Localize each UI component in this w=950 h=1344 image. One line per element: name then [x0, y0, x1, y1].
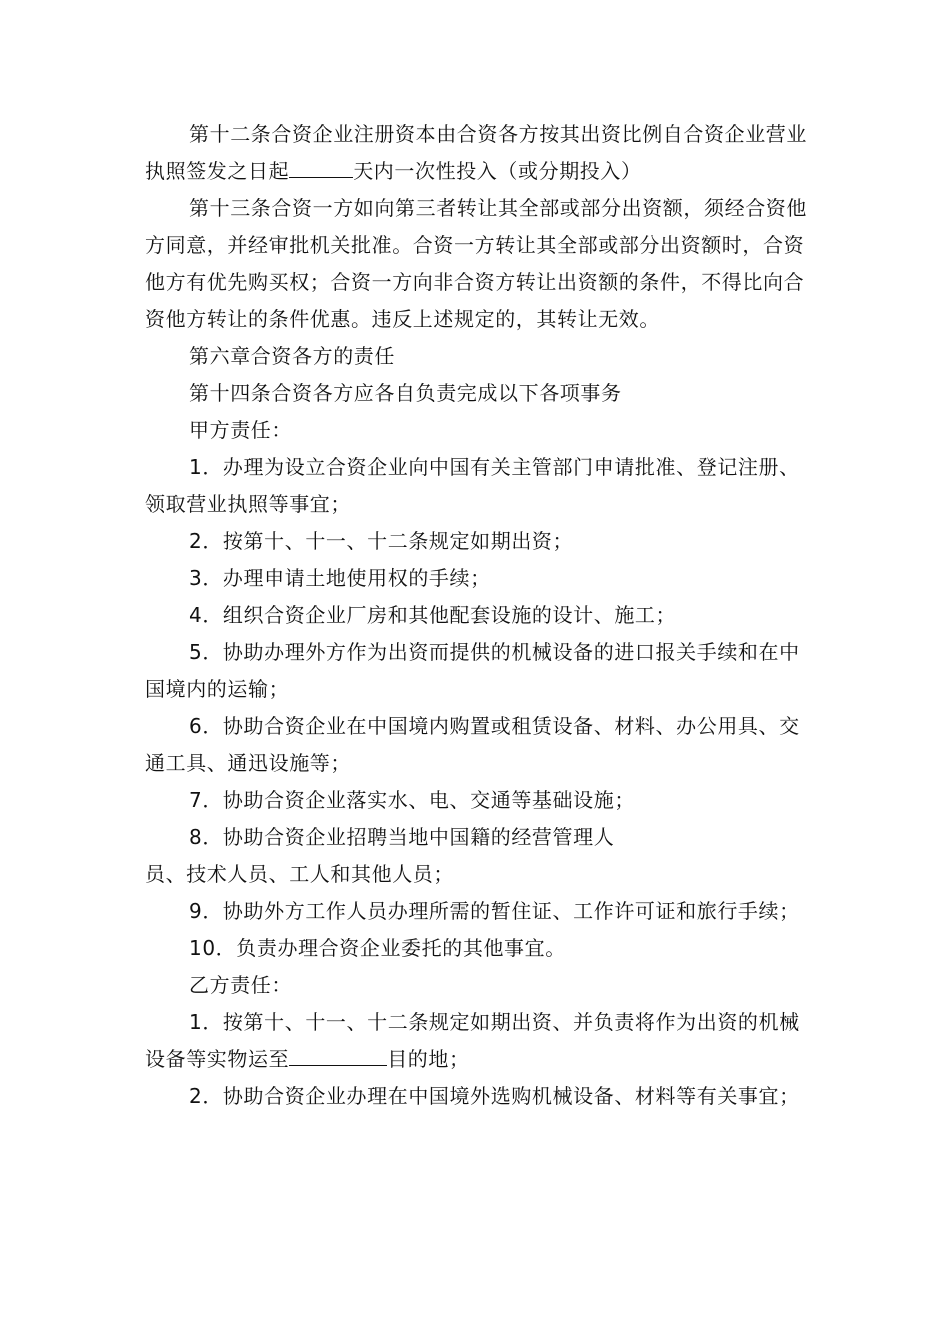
party-b-heading: 乙方责任： — [189, 973, 292, 997]
party-b-item-2: 2．协助合资企业办理在中国境外选购机械设备、材料等有关事宜； — [189, 1084, 800, 1108]
fill-in-blank-days — [289, 155, 353, 178]
article-12: 第十二条合资企业注册资本由合资各方按其出资比例自合资企业营业执照签发之日起 天内一次性投入（或分期投入） — [145, 122, 807, 183]
article-14: 第十四条合资各方应各自负责完成以下各项事务 — [189, 381, 622, 405]
article-13: 第十三条合资一方如向第三者转让其全部或部分出资额，须经合资他方同意，并经审批机关批准。合资一方转让其全部或部分出资额时，合资他方有优先购买权；合资一方向非合资方转让出资额的条件，不得比向合资他方转让的条件优惠。违反上述规定的，其转让无效。 — [145, 196, 807, 331]
party-a-item-9: 9．协助外方工作人员办理所需的暂住证、工作许可证和旅行手续； — [189, 899, 800, 923]
party-a-heading: 甲方责任： — [189, 418, 292, 442]
fill-in-blank-destination — [289, 1043, 387, 1066]
party-a-item-4: 4．组织合资企业厂房和其他配套设施的设计、施工； — [189, 603, 677, 627]
party-a-item-2: 2．按第十、十一、十二条规定如期出资； — [189, 529, 574, 553]
party-a-item-6: 6．协助合资企业在中国境内购置或租赁设备、材料、办公用具、交通工具、通迅设施等； — [145, 714, 800, 775]
chapter-6-heading: 第六章合资各方的责任 — [189, 344, 395, 368]
party-a-item-8: 8．协助合资企业招聘当地中国籍的经营管理人 — [189, 825, 615, 849]
party-a-item-7: 7．协助合资企业落实水、电、交通等基础设施； — [189, 788, 635, 812]
party-b-item-1: 1．按第十、十一、十二条规定如期出资、并负责将作为出资的机械设备等实物运至 目的地； — [145, 1010, 800, 1071]
party-a-item-5: 5．协助办理外方作为出资而提供的机械设备的进口报关手续和在中国境内的运输； — [145, 640, 800, 701]
party-a-item-3: 3．办理申请土地使用权的手续； — [189, 566, 491, 590]
party-a-item-8-continued: 员、技术人员、工人和其他人员； — [145, 862, 454, 886]
party-a-item-1: 1．办理为设立合资企业向中国有关主管部门申请批准、登记注册、领取营业执照等事宜； — [145, 455, 800, 516]
document-body — [145, 116, 815, 1115]
party-a-item-10: 10．负责办理合资企业委托的其他事宜。 — [189, 936, 566, 960]
